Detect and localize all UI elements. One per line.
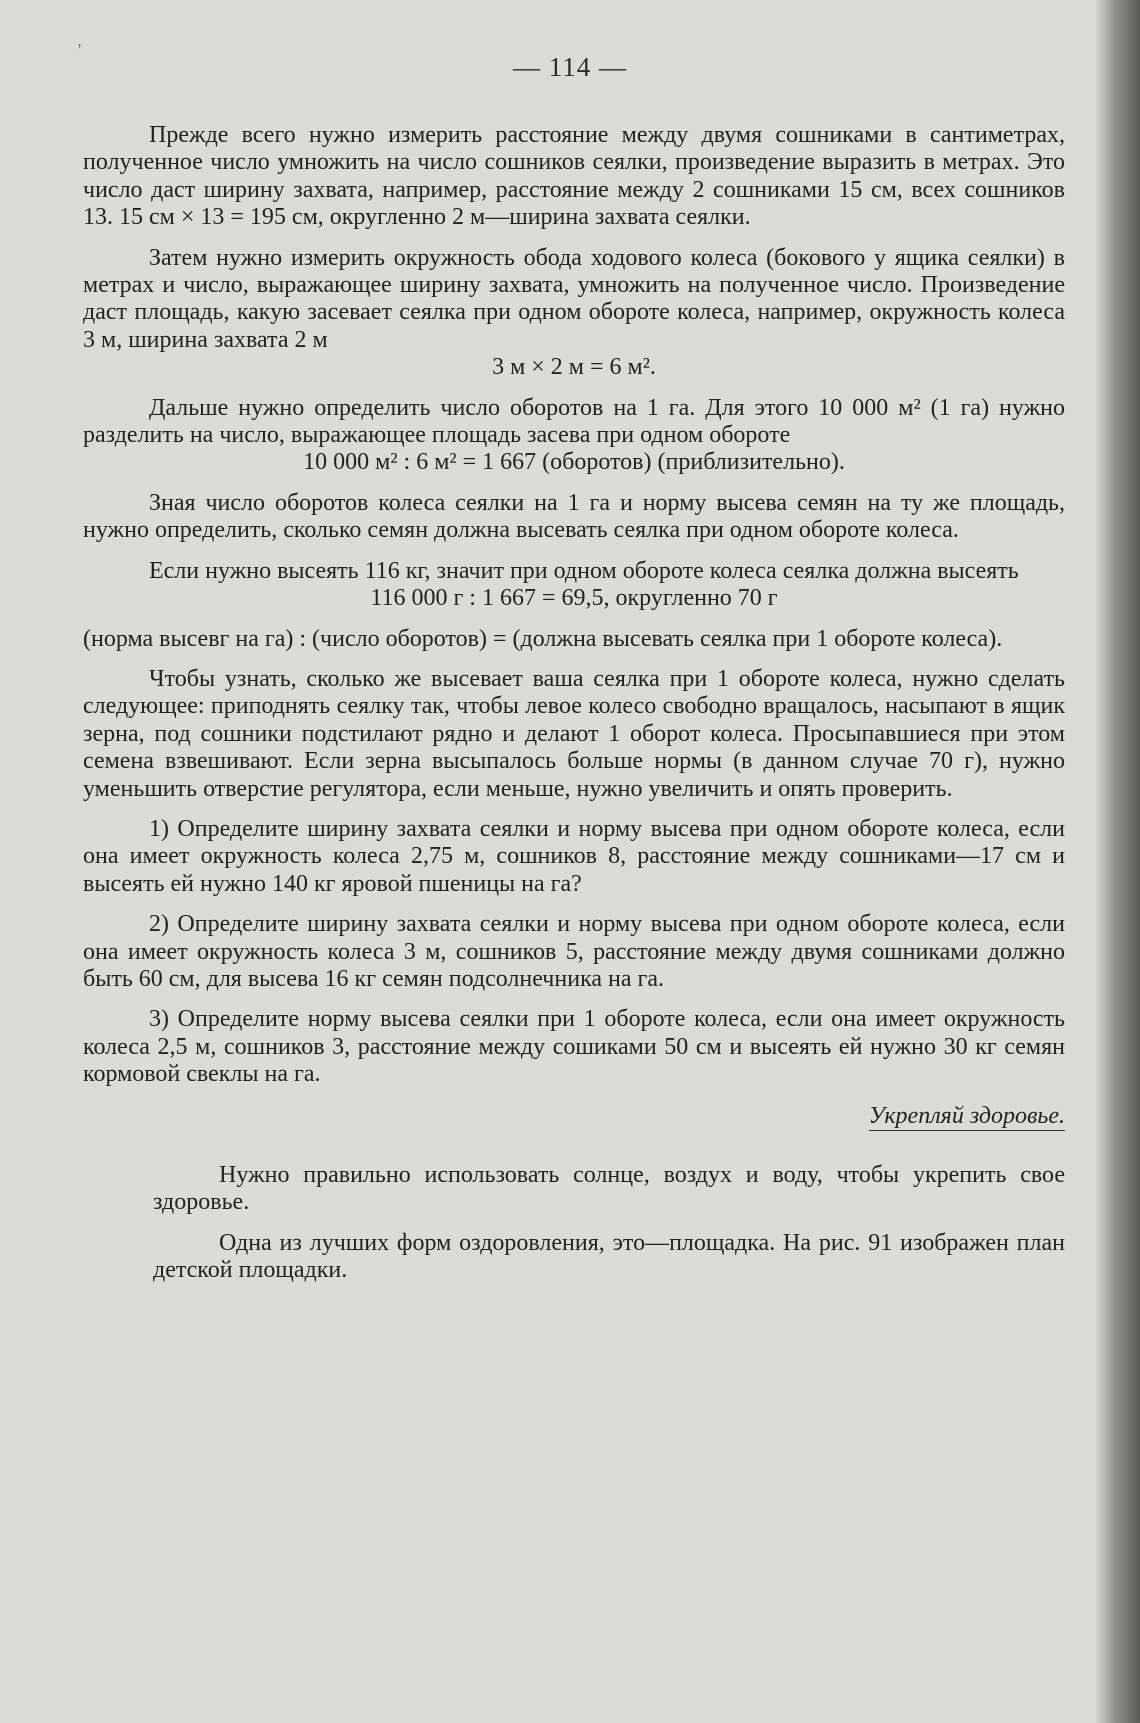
paragraph-3: Дальше нужно определить число оборотов на 1 га. Для этого 10 000 м² (1 га) нужно разделить на число, выражающее площадь засева при одном обороте xyxy=(83,394,1065,449)
paragraph-6: (норма высевг на га) : (число оборотов) = (должна высевать сеялка при 1 обороте колеса). xyxy=(83,625,1003,652)
formula-area: 3 м × 2 м = 6 м². xyxy=(492,354,656,381)
section-heading xyxy=(83,1103,1065,1130)
section-paragraph-1: Нужно правильно использовать солнце, воздух и воду, чтобы укрепить свое здоровье. xyxy=(153,1162,1065,1216)
exercise-3: 3) Определите норму высева сеялки при 1 обороте колеса, если она имеет окружность колеса 2,5 м, сошников 3, расстояние между сошиками 50 см и высеять ей нужно 30 кг семян кормовой свеклы на га. xyxy=(83,1006,1065,1088)
paragraph-2: Затем нужно измерить окружность обода ходового колеса (бокового у ящика сеялки) в метрах и число, выражающее ширину захвата, умножить на полученное число. Произведение даст площадь, какую засевает сеялка при одном обороте колеса, например, окружность колеса 3 м, ширина захвата 2 м xyxy=(83,244,1065,353)
page-binding-shadow xyxy=(1096,0,1140,1723)
paragraph-4: Зная число оборотов колеса сеялки на 1 га и норму высева семян на ту же площадь, нужно определить, сколько семян должна высевать сеялка при одном обороте колеса. xyxy=(83,489,1065,544)
exercise-2: 2) Определите ширину захвата сеялки и норму высева при одном обороте колеса, если она имеет окружность колеса 3 м, сошников 5, расстояние между двумя сошниками должно быть 60 см, для высева 16 кг семян подсолнечника на га. xyxy=(83,911,1065,992)
page-number: — 114 — xyxy=(513,52,627,82)
paragraph-5: Если нужно высеять 116 кг, значит при одном обороте колеса сеялка должна высеять xyxy=(149,557,1019,584)
exercise-1: 1) Определите ширину захвата сеялки и норму высева при одном обороте колеса, если она имеет окружность колеса 2,75 м, сошников 8, расстояние между сошниками—17 см и высеять ей нужно 140 кг яровой пшеницы на га? xyxy=(83,815,1065,897)
section-title: Укрепляй здоровье. xyxy=(868,1102,1065,1129)
section-paragraph-2: Одна из лучших форм оздоровления, это—площадка. На рис. 91 изображен план детской площадки. xyxy=(153,1229,1065,1284)
paragraph-7: Чтобы узнать, сколько же высевает ваша сеялка при 1 обороте колеса, нужно сделать следующее: приподнять сеялку так, чтобы левое колесо свободно вращалось, насыпают в ящик зерна, под сошники подстилают рядно и делают 1 оборот колеса. Просыпавшиеся при этом семена взвешивают. Если зерна высыпалось больше нормы (в данном случае 70 г), нужно уменьшить отверстие регулятора, если меньше, нужно увеличить и опять проверить. xyxy=(83,665,1065,802)
section-body xyxy=(83,1162,1065,1285)
formula-seed-per-turn: 116 000 г : 1 667 = 69,5, округленно 70 г xyxy=(370,585,778,612)
paragraph-1: Прежде всего нужно измерить расстояние между двумя сошниками в сантиметрах, полученное число умножить на число сошников сеялки, произведение выразить в метрах. Это число даст ширину захвата, например, расстояние между 2 сошниками 15 см, всех сошников 13. 15 см × 13 = 195 см, округленно 2 м—ширина захвата сеялки. xyxy=(83,122,1065,231)
formula-revolutions: 10 000 м² : 6 м² = 1 667 (оборотов) (приблизительно). xyxy=(303,449,845,476)
body-text xyxy=(83,122,1065,1298)
scan-speck: ' xyxy=(78,40,82,60)
